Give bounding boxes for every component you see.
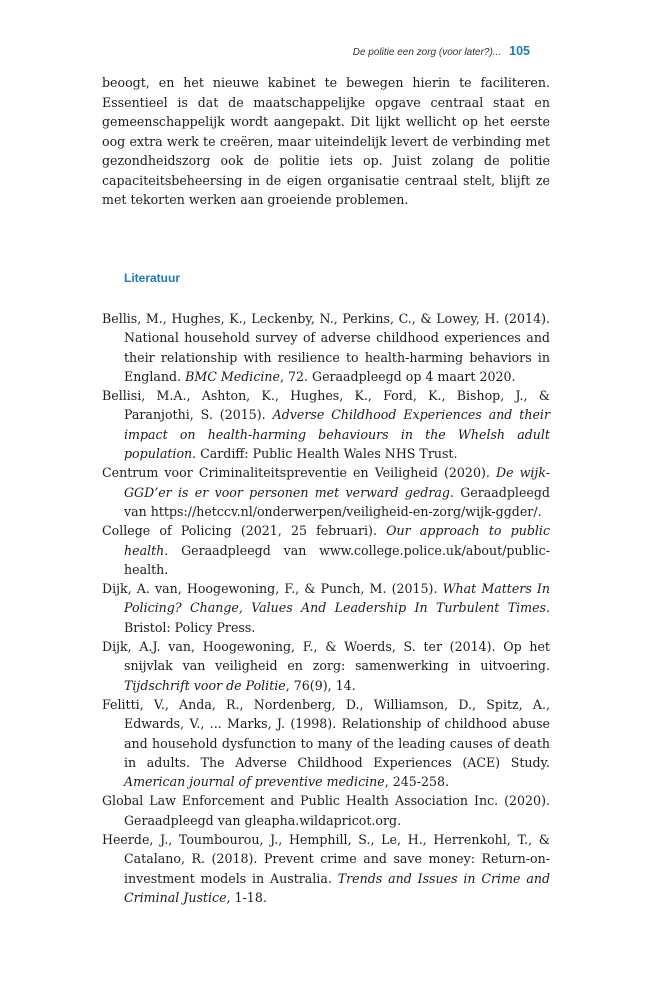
reference-item: Global Law Enforcement and Public Health Association Inc. (2020). Geraadpleegd van gleapha.wildapricot.org. bbox=[102, 793, 550, 828]
reference-list bbox=[102, 309, 550, 907]
reference-item: Centrum voor Criminaliteitspreventie en Veiligheid (2020). De wijk-GGD’er is er voor personen met verward gedrag. Geraadpleegd van https://hetccv.nl/onderwerpen/veiligheid-en-zorg/wijk-ggder/. bbox=[102, 465, 551, 519]
body-paragraph: beoogt, en het nieuwe kabinet te bewegen hierin te faciliteren. Essentieel is dat de maatschappelijke opgave centraal staat en gemeenschappelijk wordt aangepakt. Dit lijkt wellicht op het eerste oog extra werk te creëren, maar uiteindelijk levert de verbinding met gezondheidszorg ook de politie iets op. Juist zolang de politie capaciteitsbeheersing in de eigen organisatie centraal stelt, blijft ze met tekorten werken aan groeiende problemen. bbox=[102, 75, 550, 207]
running-title: De politie een zorg (voor later?)... bbox=[352, 47, 502, 58]
reference-item: Heerde, J., Toumbourou, J., Hemphill, S., Le, H., Herrenkohl, T., & Catalano, R. (2018). Prevent crime and save money: Return-on-investment models in Australia. Trends and Issues in Crime and Criminal Justice, 1-18. bbox=[102, 832, 551, 905]
section-title-literatuur: Literatuur bbox=[124, 271, 181, 285]
reference-item: Felitti, V., Anda, R., Nordenberg, D., Williamson, D., Spitz, A., Edwards, V., ... Marks, J. (1998). Relationship of childhood abuse and household dysfunction to many of the leading causes of death in adults. The Adverse Childhood Experiences (ACE) Study. American journal of preventive medicine, 245-258. bbox=[102, 696, 550, 790]
reference-item: Dijk, A. van, Hoogewoning, F., & Punch, M. (2015). What Matters In Policing? Change, Values And Leadership In Turbulent Times. Bristol: Policy Press. bbox=[102, 581, 550, 635]
reference-item: Bellis, M., Hughes, K., Leckenby, N., Perkins, C., & Lowey, H. (2014). National household survey of adverse childhood experiences and their relationship with resilience to health-harming behaviors in England. BMC Medicine, 72. Geraadpleegd op 4 maart 2020. bbox=[102, 311, 550, 384]
reference-item: Dijk, A.J. van, Hoogewoning, F., & Woerds, S. ter (2014). Op het snijvlak van veiligheid en zorg: samenwerking in uitvoering. Tijdschrift voor de Politie, 76(9), 14. bbox=[102, 639, 550, 693]
reference-item: College of Policing (2021, 25 februari). Our approach to public health. Geraadpleegd van www.college.police.uk/about/public-health. bbox=[102, 523, 550, 577]
running-header bbox=[353, 44, 530, 58]
page-number: 105 bbox=[509, 44, 530, 58]
reference-item: Bellisi, M.A., Ashton, K., Hughes, K., Ford, K., Bishop, J., & Paranjothi, S. (2015). Adverse Childhood Experiences and their impact on health-harming behaviours in the Whelsh adult population. Cardiff: Public Health Wales NHS Trust. bbox=[102, 388, 550, 462]
